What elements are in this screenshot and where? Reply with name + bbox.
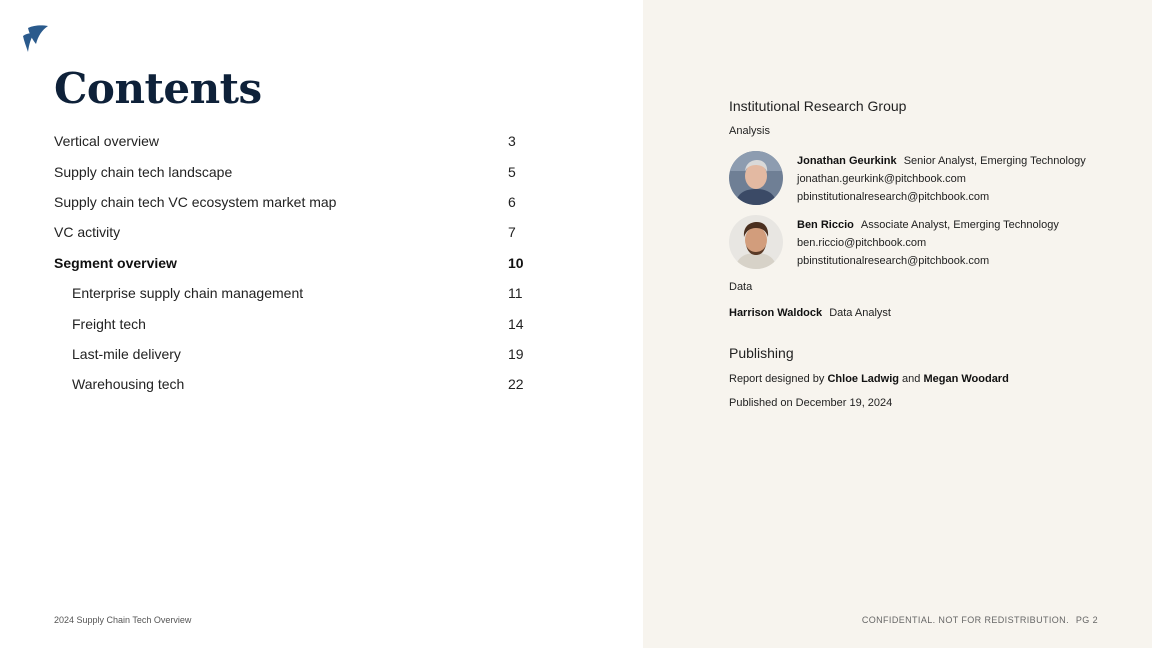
designed-by-prefix: Report designed by: [729, 373, 825, 385]
analyst-name: Jonathan Geurkink: [797, 155, 897, 167]
toc-entry-page: 11: [508, 285, 523, 302]
credits-panel: [643, 0, 1152, 648]
toc-entry-page: 7: [508, 224, 516, 241]
toc-entry-label: Supply chain tech landscape: [54, 163, 233, 180]
toc-entry[interactable]: [54, 217, 534, 247]
footer-report-name: 2024 Supply Chain Tech Overview: [54, 615, 192, 625]
toc-entry[interactable]: [54, 278, 534, 308]
avatar: [729, 215, 783, 269]
toc-entry-page: 22: [508, 376, 524, 393]
analyst-role: Senior Analyst, Emerging Technology: [903, 155, 1086, 167]
pitchbook-logo-icon: [22, 24, 50, 54]
avatar: [729, 151, 783, 205]
toc-entry-label: Enterprise supply chain management: [72, 285, 304, 302]
publishing-title: Publishing: [729, 345, 794, 361]
toc-entry[interactable]: [54, 248, 534, 278]
analyst-card: [729, 151, 1129, 207]
designed-by-line: [729, 373, 1009, 385]
toc-entry-label: Vertical overview: [54, 133, 160, 150]
toc-entry[interactable]: [54, 187, 534, 217]
toc-entry-label: Last-mile delivery: [72, 345, 181, 362]
designer-name: Chloe Ladwig: [827, 373, 899, 385]
toc-entry[interactable]: [54, 339, 534, 369]
toc-entry-page: 19: [508, 345, 524, 362]
analyst-role: Associate Analyst, Emerging Technology: [860, 219, 1059, 231]
designed-by-and: and: [902, 373, 921, 385]
table-of-contents: [54, 126, 534, 400]
analyst-email[interactable]: ben.riccio@pitchbook.com: [797, 237, 927, 249]
toc-entry-label: Supply chain tech VC ecosystem market map: [54, 193, 337, 210]
analyst-card: [729, 215, 1129, 271]
confidential-notice: CONFIDENTIAL. NOT FOR REDISTRIBUTION.: [861, 615, 1069, 625]
analyst-name: Ben Riccio: [797, 219, 854, 231]
toc-entry-page: 3: [508, 133, 516, 150]
data-label: Data: [729, 281, 753, 293]
data-analyst-name: Harrison Waldock: [729, 307, 823, 319]
page-number: PG 2: [1075, 615, 1098, 625]
data-analyst: [729, 307, 891, 319]
data-analyst-role: Data Analyst: [829, 307, 891, 319]
toc-entry-label: VC activity: [54, 224, 121, 241]
toc-entry-page: 5: [508, 163, 516, 180]
analyst-email[interactable]: jonathan.geurkink@pitchbook.com: [797, 173, 966, 185]
toc-entry-page: 14: [508, 315, 524, 332]
designer-name: Megan Woodard: [923, 373, 1009, 385]
footer-confidential: [862, 615, 1098, 625]
toc-entry[interactable]: [54, 369, 534, 399]
toc-entry-page: 6: [508, 193, 516, 210]
page-title: Contents: [54, 64, 262, 113]
toc-entry[interactable]: [54, 308, 534, 338]
published-date: Published on December 19, 2024: [729, 397, 893, 409]
toc-entry-page: 10: [508, 254, 524, 271]
toc-entry-label: Warehousing tech: [72, 376, 185, 393]
toc-entry-label: Segment overview: [54, 254, 177, 271]
analysis-label: Analysis: [729, 125, 770, 137]
research-group-title: Institutional Research Group: [729, 98, 907, 114]
toc-entry[interactable]: [54, 126, 534, 156]
team-email[interactable]: pbinstitutionalresearch@pitchbook.com: [797, 191, 990, 203]
toc-entry[interactable]: [54, 156, 534, 186]
toc-entry-label: Freight tech: [72, 315, 146, 332]
team-email[interactable]: pbinstitutionalresearch@pitchbook.com: [797, 255, 990, 267]
